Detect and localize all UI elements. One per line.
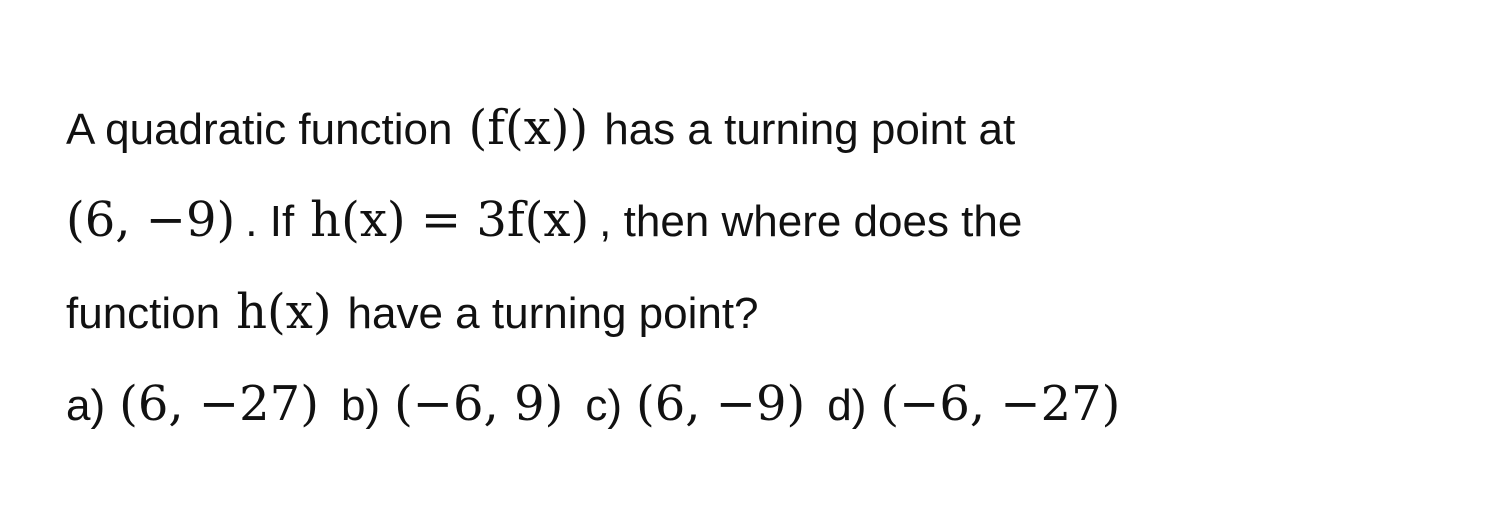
question-text: has a turning point at	[604, 105, 1016, 154]
option-d[interactable]	[827, 358, 1120, 452]
option-value: (6, −27)	[119, 376, 319, 432]
question-line-3	[66, 266, 1466, 358]
option-value: (6, −9)	[635, 376, 806, 432]
math-expression: (6, −9)	[66, 192, 236, 248]
option-c[interactable]	[585, 358, 805, 452]
option-label: c)	[585, 381, 622, 430]
question-line-2	[66, 174, 1466, 266]
answer-options	[66, 358, 1466, 450]
option-a[interactable]	[66, 358, 319, 452]
math-expression: h(x) = 3f(x)	[310, 192, 590, 248]
question-text: have a turning point?	[347, 289, 759, 338]
option-label: b)	[340, 381, 381, 430]
math-expression: h(x)	[236, 284, 332, 340]
question-text: , then where does the	[599, 197, 1023, 246]
question-text: . If	[245, 197, 295, 246]
question-line-1	[66, 82, 1466, 174]
question-text: A quadratic function	[66, 105, 453, 154]
question-block	[66, 82, 1466, 450]
option-value: (−6, 9)	[394, 376, 564, 432]
option-label: a)	[66, 381, 106, 430]
question-text: function	[66, 289, 221, 338]
option-label: d)	[827, 381, 867, 430]
math-expression: (f(x))	[468, 100, 589, 156]
option-value: (−6, −27)	[880, 376, 1121, 432]
option-b[interactable]	[341, 358, 563, 452]
